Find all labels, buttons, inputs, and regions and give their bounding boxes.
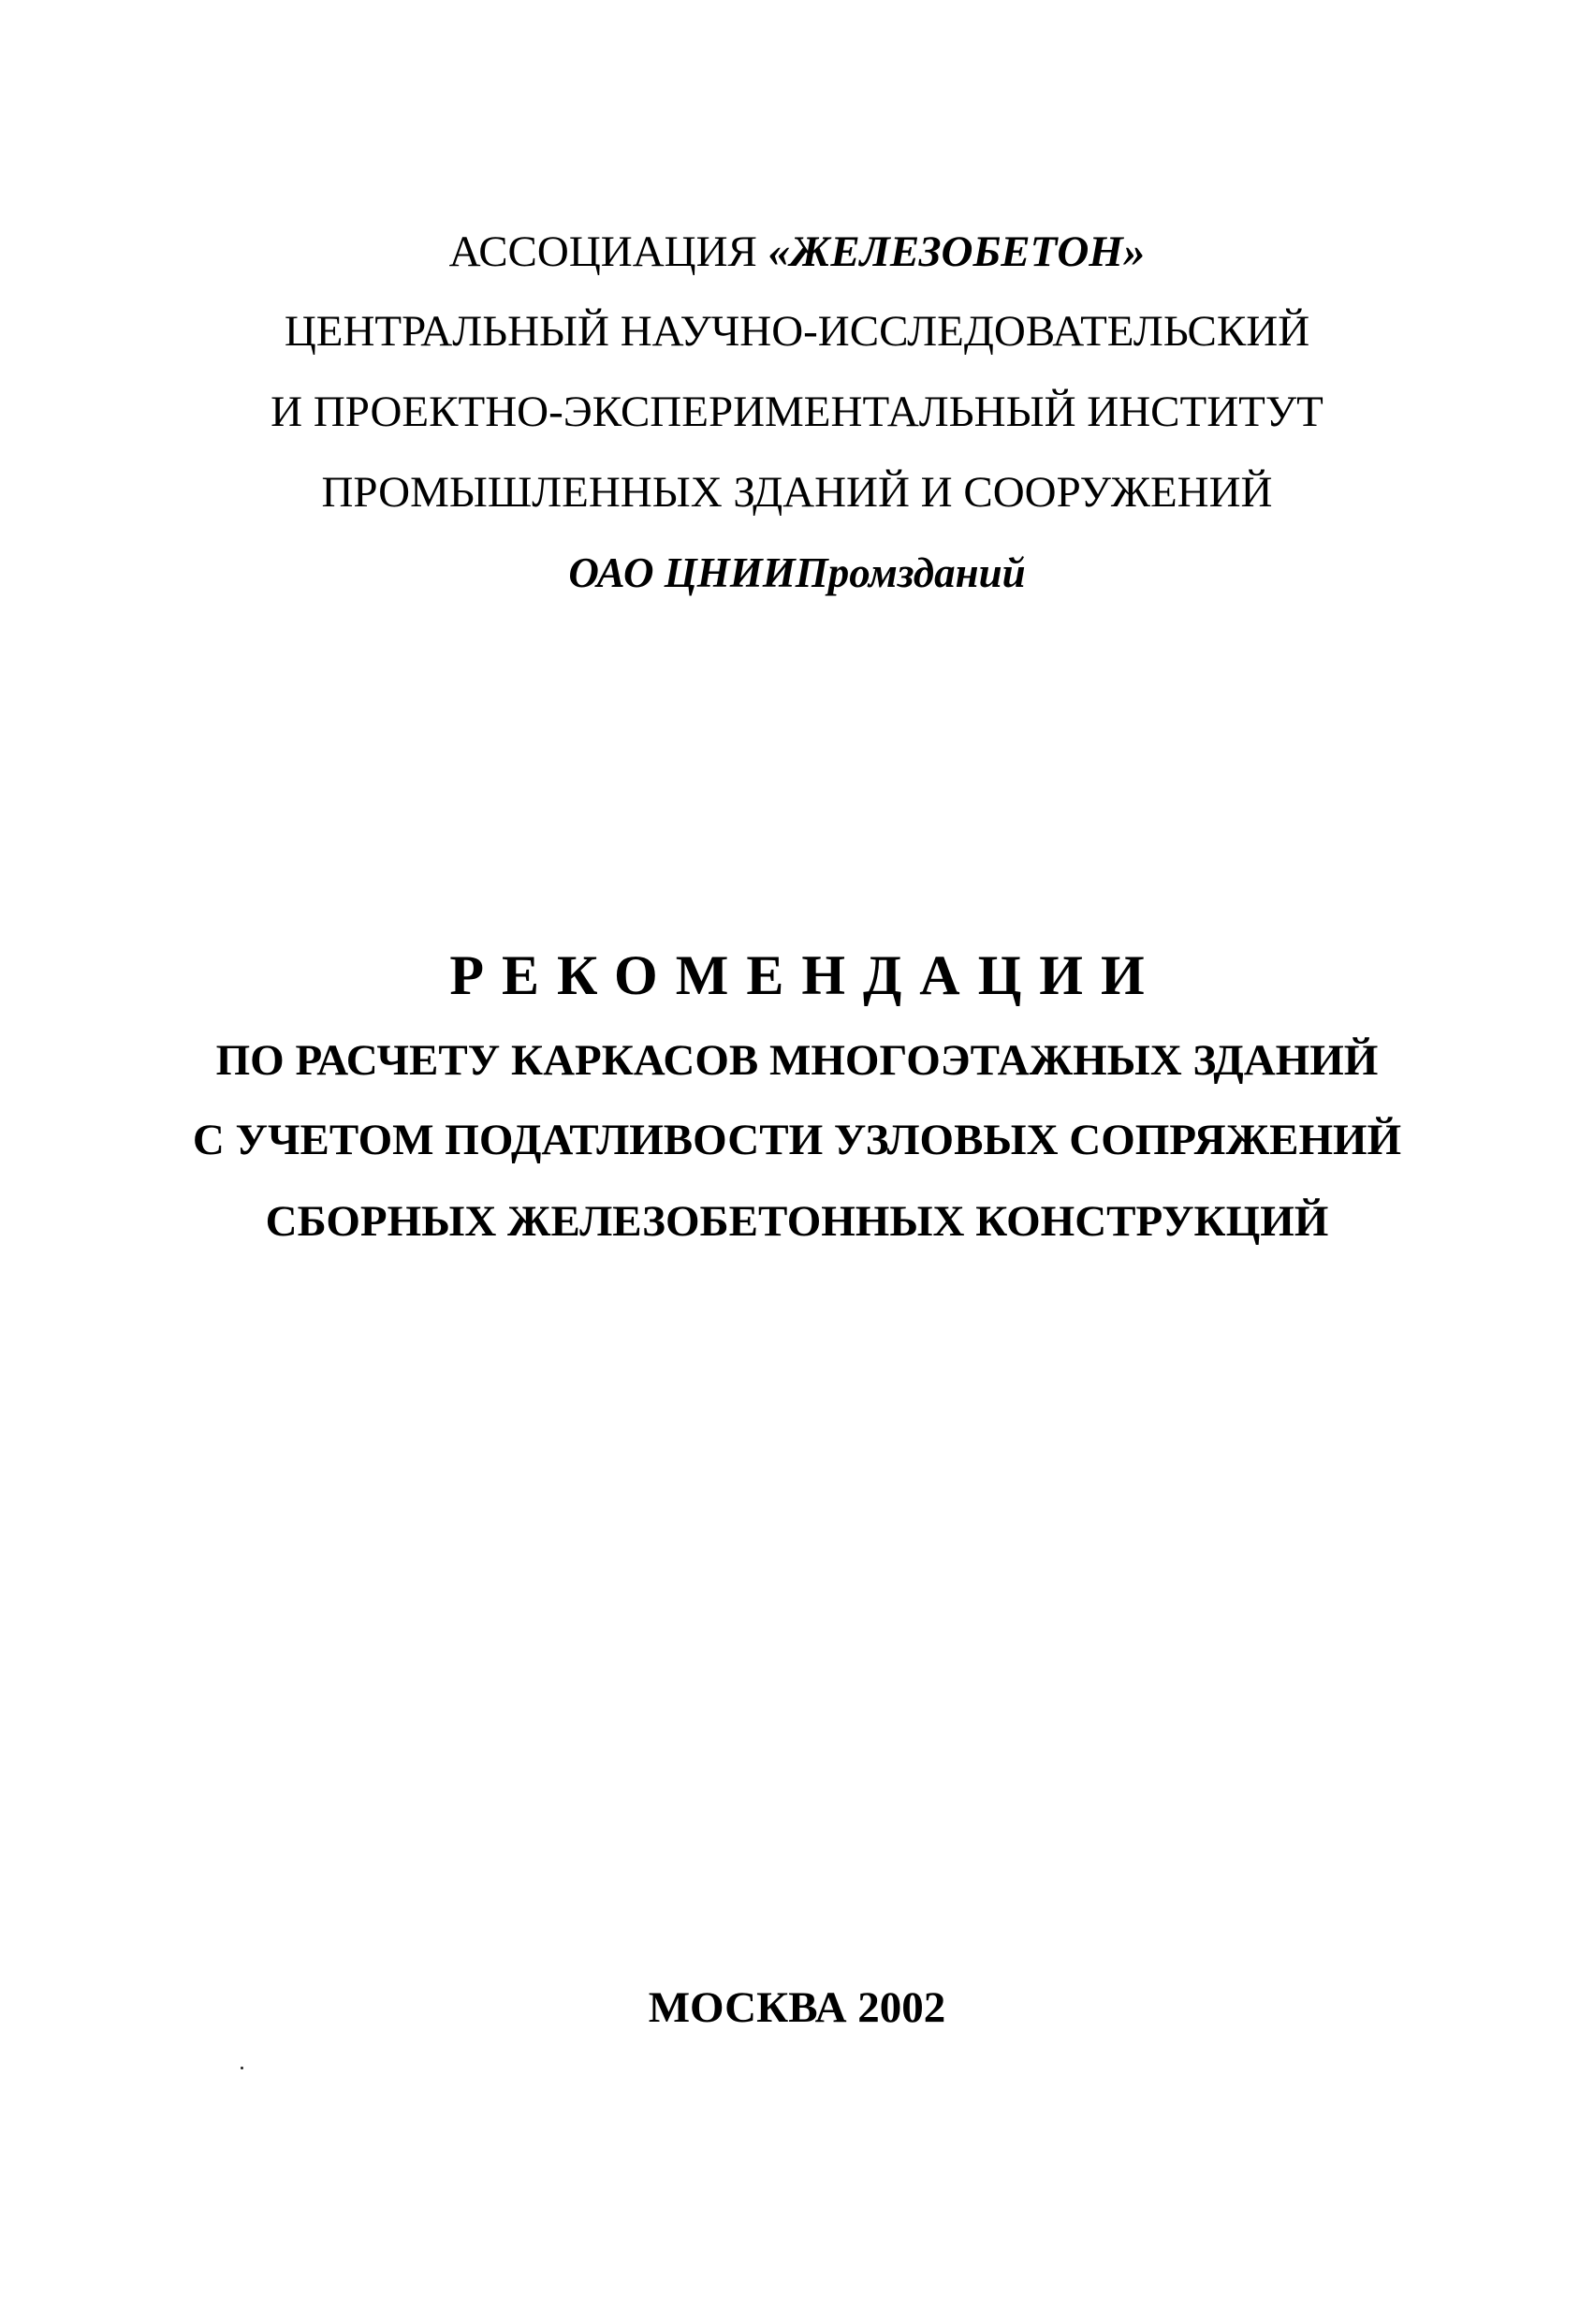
subtitle-line-2: С УЧЕТОМ ПОДАТЛИВОСТИ УЗЛОВЫХ СОПРЯЖЕНИЙ <box>192 1116 1402 1164</box>
scan-speck <box>241 2067 243 2069</box>
association-line <box>0 227 1594 276</box>
subtitle-line-3: СБОРНЫХ ЖЕЛЕЗОБЕТОННЫХ КОНСТРУКЦИЙ <box>265 1197 1329 1246</box>
org-abbreviation: ОАО ЦНИИПромзданий <box>568 549 1026 596</box>
institute-line-1: ЦЕНТРАЛЬНЫЙ НАУЧНО-ИССЛЕДОВАТЕЛЬСКИЙ <box>284 307 1310 356</box>
association-prefix: АССОЦИАЦИЯ <box>448 227 768 276</box>
city-year: МОСКВА 2002 <box>648 1983 946 2032</box>
association-name: «ЖЕЛЕЗОБЕТОН» <box>768 227 1146 276</box>
subtitle-line-1: ПО РАСЧЕТУ КАРКАСОВ МНОГОЭТАЖНЫХ ЗДАНИЙ <box>215 1036 1379 1085</box>
document-title: РЕКОМЕНДАЦИИ <box>449 944 1163 1006</box>
institute-line-2: И ПРОЕКТНО-ЭКСПЕРИМЕНТАЛЬНЫЙ ИНСТИТУТ <box>271 387 1323 436</box>
institute-line-3: ПРОМЫШЛЕННЫХ ЗДАНИЙ И СООРУЖЕНИЙ <box>321 468 1273 517</box>
